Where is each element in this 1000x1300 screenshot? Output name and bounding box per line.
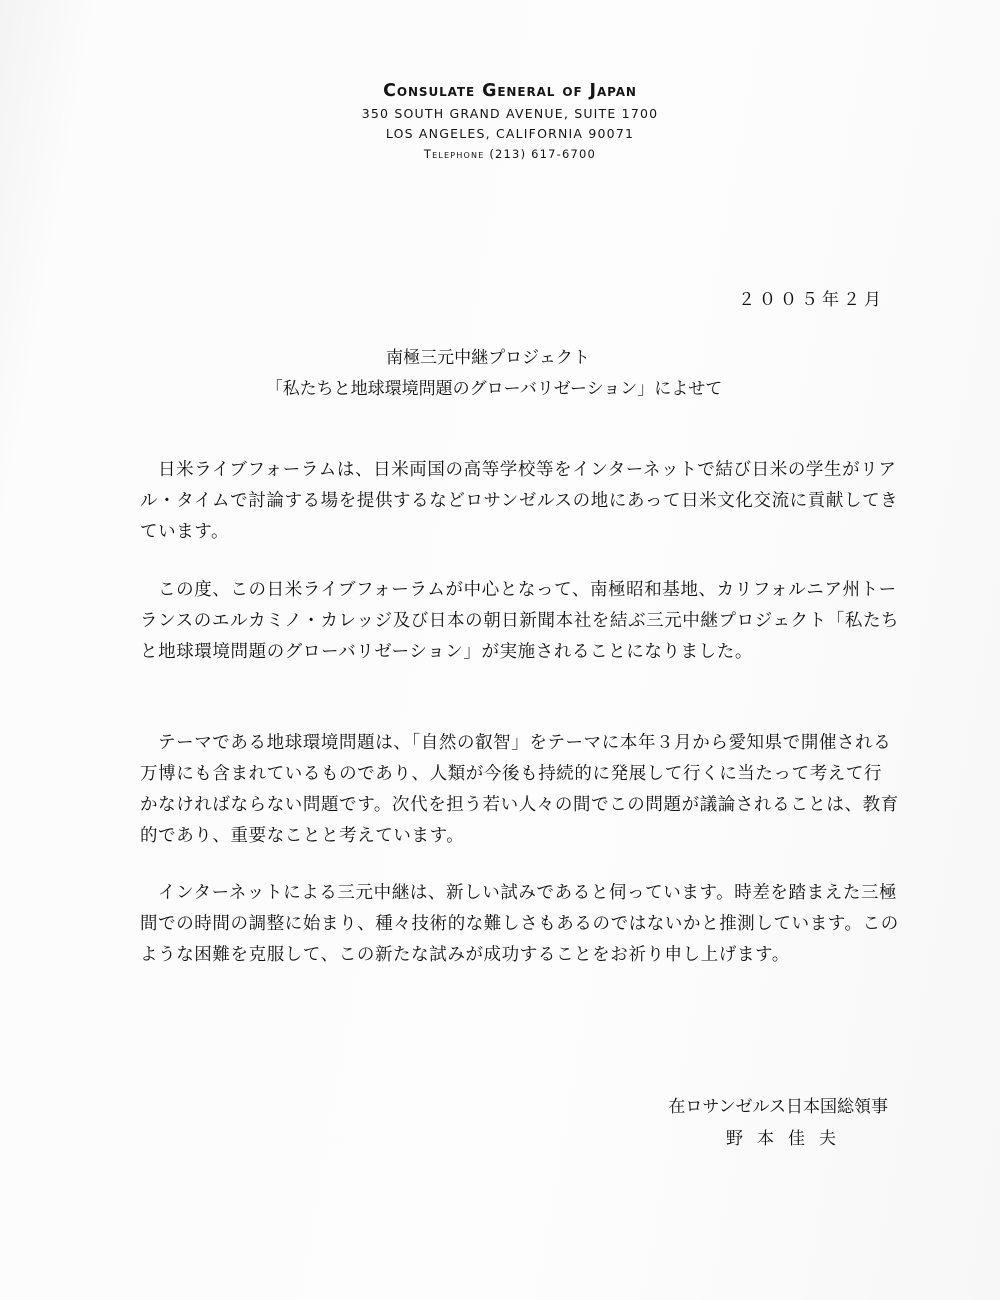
body-paragraph-2: この度、この日米ライブフォーラムが中心となって、南極昭和基地、カリフォルニア州トーランスのエルカミノ・カレッジ及び日本の朝日新聞本社を結ぶ三元中継プロジェクト「私たちと地球環境問題のグローバリゼーション」が実施されることになりました。 [140, 580, 900, 662]
letter-title-line-2: 「私たちと地球環境問題のグローバリゼーション」によせて [265, 379, 723, 399]
signatory-title: 在ロサンゼルス日本国総領事 [668, 1097, 888, 1117]
letter-date: ２００５年２月 [738, 290, 885, 310]
signatory-name: 野本佳夫 [726, 1129, 850, 1149]
body-paragraph-4: インターネットによる三元中継は、新しい試みであると伺っています。時差を踏まえた三極間での時間の調整に始まり、種々技術的な難しさもあるのではないかと推測しています。このような困難を克服して、この新たな試みが成功することをお祈り申し上げます。 [140, 883, 899, 965]
address-line-1: 350 SOUTH GRAND AVENUE, SUITE 1700 [361, 106, 659, 121]
letterhead [280, 78, 740, 164]
telephone-line: Telephone (213) 617-6700 [423, 147, 597, 161]
consulate-name: Consulate General of Japan [383, 81, 637, 101]
address-line-2: LOS ANGELES, CALIFORNIA 90071 [385, 126, 635, 141]
body-paragraph-1: 日米ライブフォーラムは、日米両国の高等学校等をインターネットで結び日米の学生がリアル・タイムで討論する場を提供するなどロサンゼルスの地にあって日米文化交流に貢献してきています。 [140, 460, 899, 542]
letter-title-line-1: 南極三元中継プロジェクト [386, 348, 590, 368]
body-paragraph-3: テーマである地球環境問題は、「自然の叡智」をテーマに本年３月から愛知県で開催される万博にも含まれているものであり、人類が今後も持続的に発展して行くに当たって考えて行かなければならない問題です。次代を担う若い人々の間でこの問題が議論されることは、教育的であり、重要なことと考えています。 [140, 733, 899, 846]
